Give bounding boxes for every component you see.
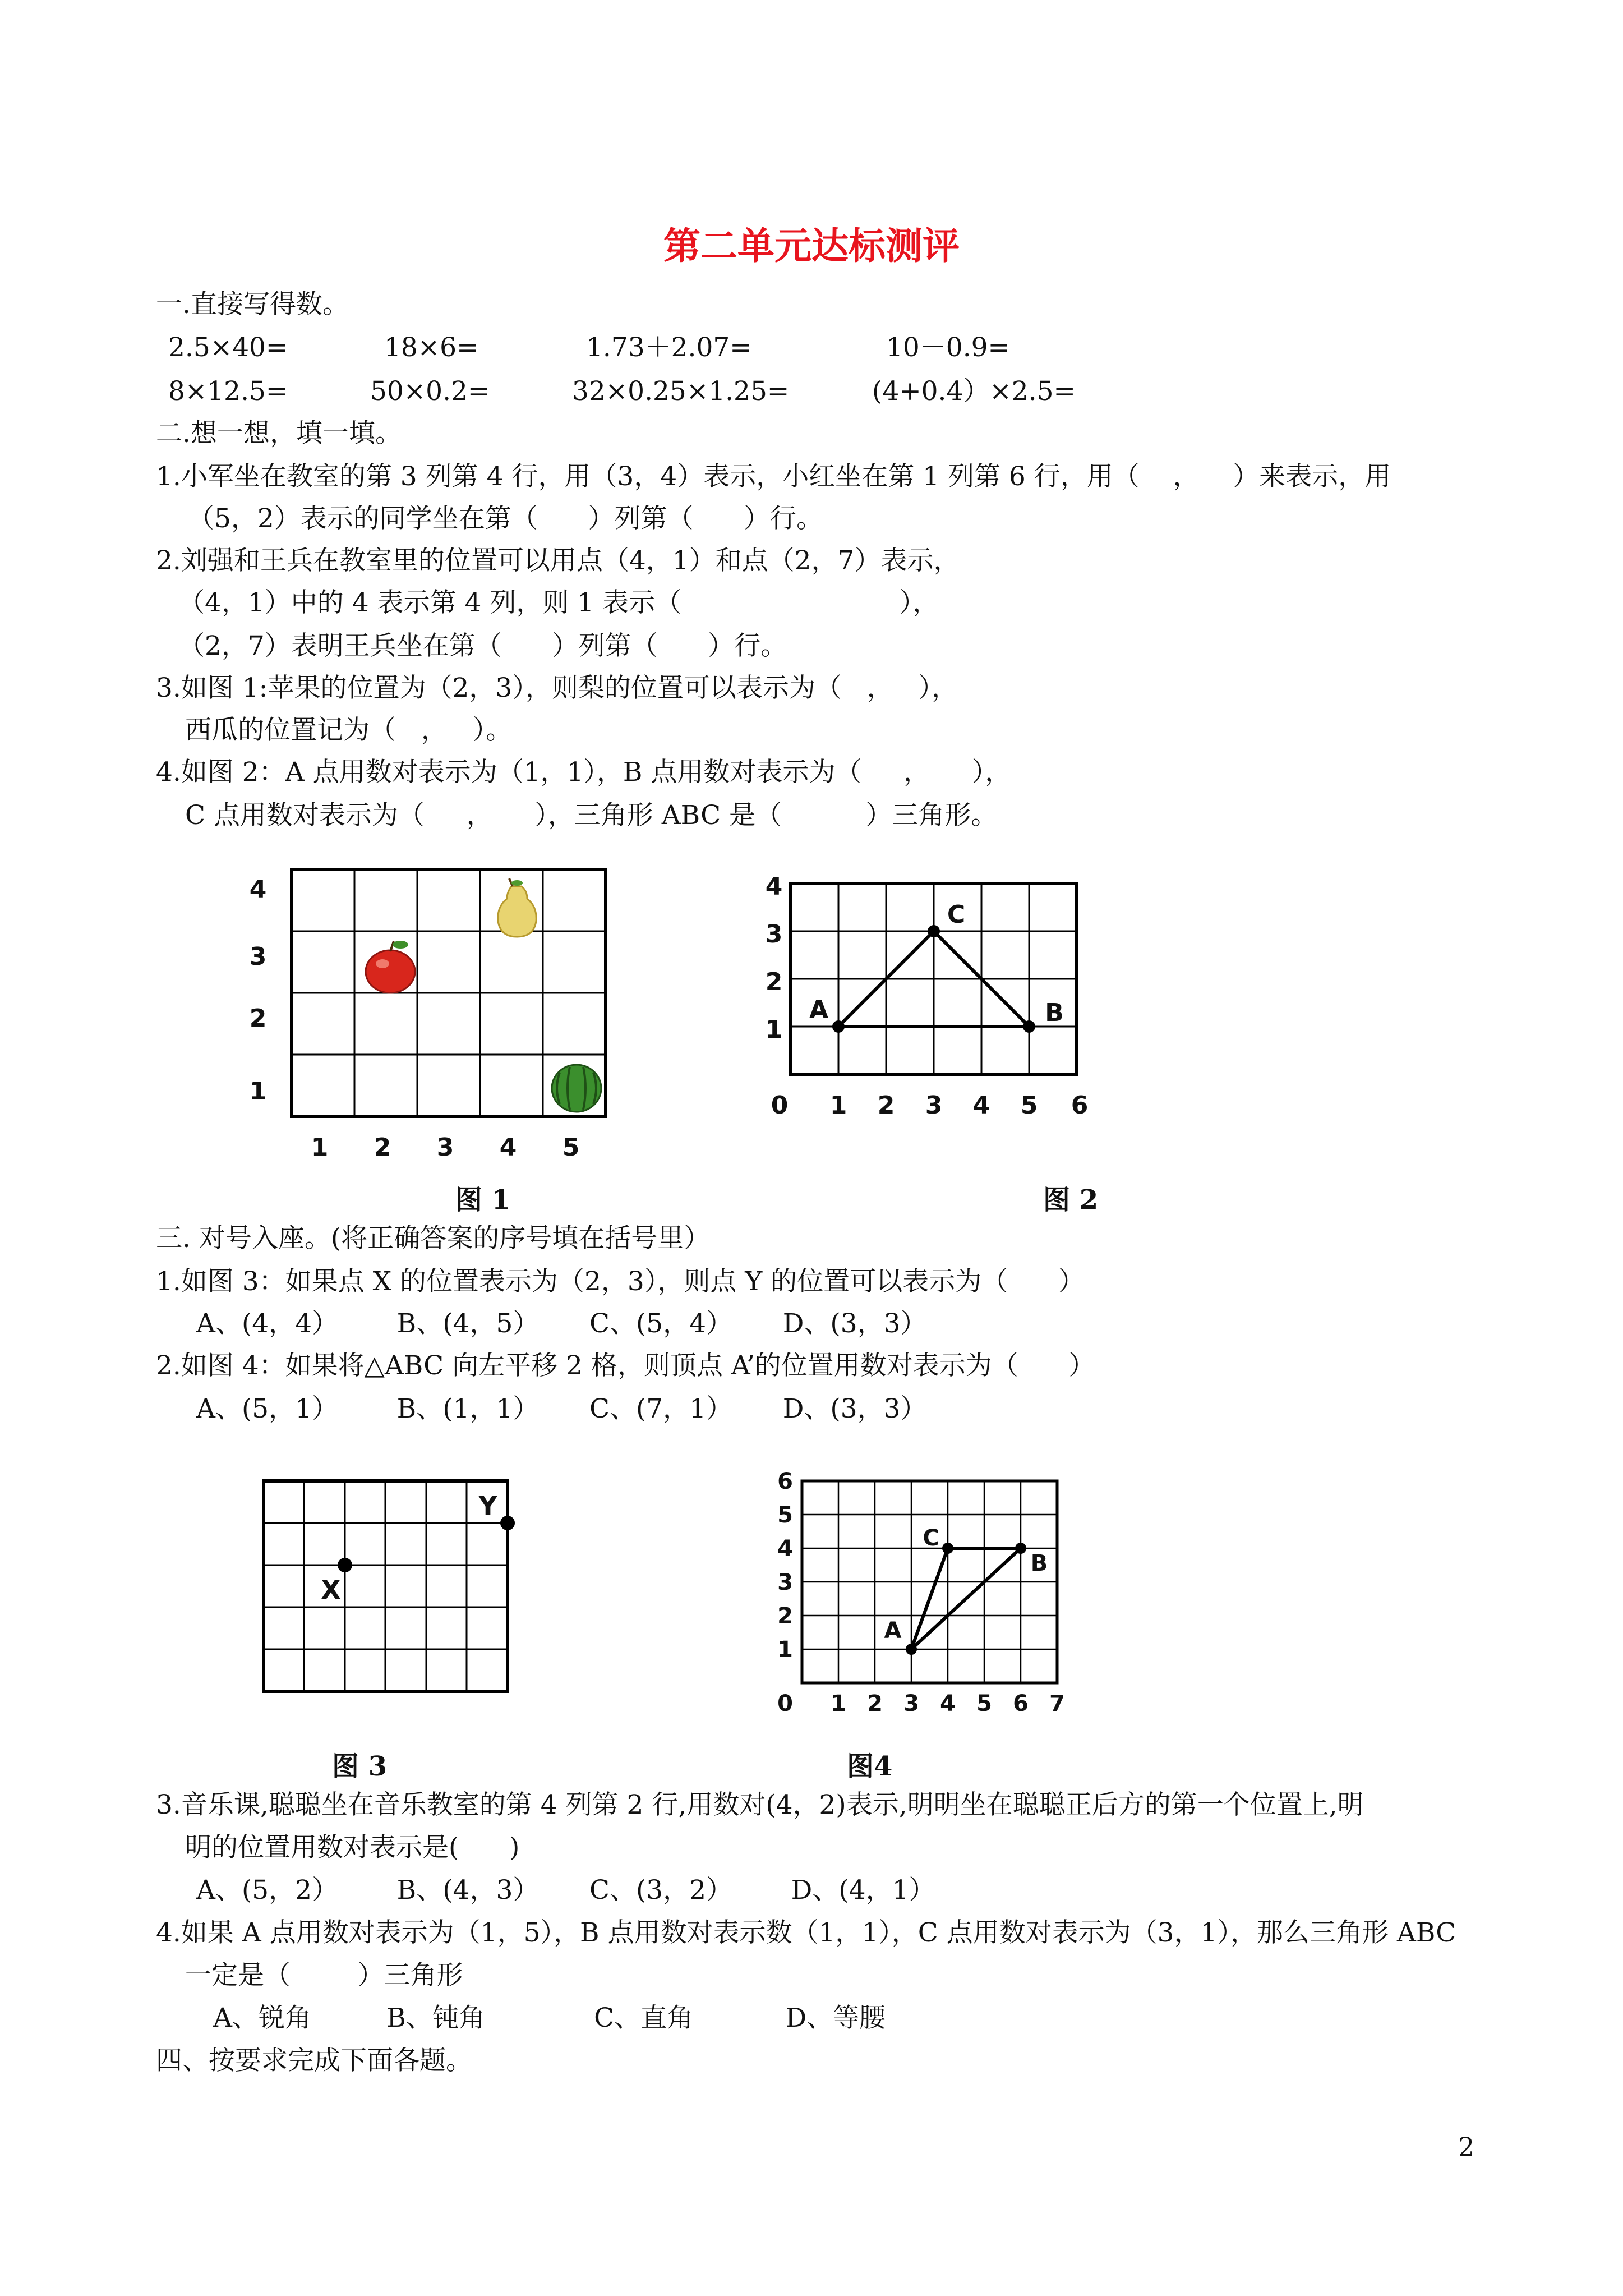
fig4-x-label: 5 [976,1691,992,1717]
fig1-y-label: 2 [249,1004,267,1033]
fig2-x-label: 6 [1071,1091,1089,1120]
page-number: 2 [1458,2132,1475,2162]
fig4-x-label: 6 [1013,1691,1029,1717]
calc-item: 8×12.5= [168,376,288,407]
fig2-x-label: 4 [972,1091,990,1120]
calc-item: 32×0.25×1.25= [572,376,790,407]
calc-item: 18×6= [384,332,479,363]
fig1-y-label: 4 [249,875,267,904]
question-text: （5，2）表示的同学坐在第（ ）列第（ ）行。 [188,503,823,534]
question-options: A、(4，4） B、(4，5） C、(5，4） D、(3，3） [196,1308,927,1339]
question-text: 2.刘强和王兵在教室里的位置可以用点（4，1）和点（2，7）表示， [156,545,960,576]
fig4-x-label: 2 [867,1691,883,1717]
page-title: 第二单元达标测评 [663,224,960,268]
calc-item: 50×0.2= [370,376,490,407]
figure-2-caption: 图 2 [1043,1184,1099,1216]
question-text: 4.如图 2：A 点用数对表示为（1，1），B 点用数对表示为（ ， ）， [156,757,1012,788]
fig2-x-label: 1 [829,1091,847,1120]
fig2-x-label: 0 [771,1091,789,1120]
watermelon-icon [552,1065,601,1112]
fig4-x-label: 3 [903,1691,919,1717]
fig4-x-label: 0 [777,1691,793,1717]
calc-item: 1.73＋2.07= [586,332,752,363]
apple-icon [366,941,415,993]
fig2-y-label: 2 [765,968,783,996]
fig1-y-label: 1 [249,1077,267,1106]
figure-1-caption: 图 1 [455,1184,511,1216]
question-options: A、锐角 B、钝角 C、直角 D、等腰 [213,2003,886,2033]
fig1-y-label: 3 [249,942,267,971]
fig4-y-label: 2 [777,1603,793,1629]
question-text: 一定是（ ）三角形 [185,1960,463,1991]
fig4-y-label: 6 [777,1469,793,1494]
fig2-y-label: 4 [765,872,783,901]
calc-item: 2.5×40= [168,332,288,363]
section1-heading: 一.直接写得数。 [156,289,349,320]
section4-heading: 四、按要求完成下面各题。 [156,2045,472,2076]
fig4-point-label: B [1030,1550,1048,1576]
fig2-x-label: 2 [877,1091,895,1120]
question-text: （2，7）表明王兵坐在第（ ）列第（ ）行。 [178,631,787,661]
question-text: 3.如图 1:苹果的位置为（2，3），则梨的位置可以表示为（ ， ）， [156,673,958,703]
fig2-y-label: 1 [765,1015,783,1044]
fig1-x-label: 4 [499,1133,517,1162]
question-text: 1.如图 3：如果点 X 的位置表示为（2，3），则点 Y 的位置可以表示为（ ） [156,1266,1085,1297]
calc-item: 10－0.9= [886,332,1010,363]
fig4-x-label: 4 [940,1691,956,1717]
fig4-y-label: 1 [777,1637,793,1663]
question-text: 1.小军坐在教室的第 3 列第 4 行，用（3，4）表示，小红坐在第 1 列第 6 行，用（ ， ）来表示，用 [156,461,1391,492]
fig1-x-label: 5 [562,1133,580,1162]
figure-2-triangle-grid [751,867,1110,1136]
fig4-y-label: 4 [777,1536,793,1562]
figure-4-triangle-grid [763,1458,1088,1717]
fig2-point-label: B [1045,999,1064,1027]
question-text: 2.如图 4：如果将△ABC 向左平移 2 格，则顶点 A’的位置用数对表示为（ ） [156,1350,1095,1381]
calc-item: (4+0.4）×2.5= [872,376,1076,407]
fig2-y-label: 3 [765,920,783,949]
section2-heading: 二.想一想，填一填。 [156,418,402,449]
fig2-point-label: A [809,996,829,1024]
fig4-x-label: 1 [831,1691,846,1717]
fig1-x-label: 3 [436,1133,454,1162]
question-options: A、(5，1） B、(1，1） C、(7，1） D、(3，3） [196,1393,927,1424]
fig4-x-label: 7 [1049,1691,1065,1717]
fig1-x-label: 1 [311,1133,329,1162]
fig3-point-label: X [321,1575,341,1605]
section3-heading: 三. 对号入座。(将正确答案的序号填在括号里） [156,1223,711,1254]
fig4-point-label: A [884,1618,902,1644]
fig2-x-label: 3 [925,1091,943,1120]
question-text: C 点用数对表示为（ ， ），三角形 ABC 是（ ）三角形。 [185,800,998,831]
question-text: 3.音乐课,聪聪坐在音乐教室的第 4 列第 2 行,用数对(4，2)表示,明明坐在聪聪正后方的第一个位置上,明 [156,1789,1364,1820]
fig4-point-label: C [923,1525,939,1551]
figure-1-fruit-grid [236,853,628,1167]
fig2-point-label: C [947,900,966,929]
question-text: （4，1）中的 4 表示第 4 列，则 1 表示（ ）， [178,587,939,618]
question-text: 4.如果 A 点用数对表示为（1，5），B 点用数对表示数（1，1），C 点用数对表示为（3，1），那么三角形 ABC [156,1917,1456,1948]
fig4-y-label: 5 [777,1502,793,1528]
figure-3-xy-grid [247,1464,527,1711]
pear-icon [498,878,536,937]
question-text: 西瓜的位置记为（ ， ）。 [185,715,513,746]
fig2-x-label: 5 [1020,1091,1038,1120]
figure-3-caption: 图 3 [332,1751,388,1782]
fig1-x-label: 2 [374,1133,391,1162]
fig3-point-label: Y [478,1490,497,1521]
question-options: A、(5，2） B、(4，3） C、(3，2） D、(4，1） [196,1875,935,1906]
fig4-y-label: 3 [777,1570,793,1595]
question-text: 明的位置用数对表示是( ) [185,1832,520,1863]
figure-4-caption: 图4 [847,1751,893,1782]
